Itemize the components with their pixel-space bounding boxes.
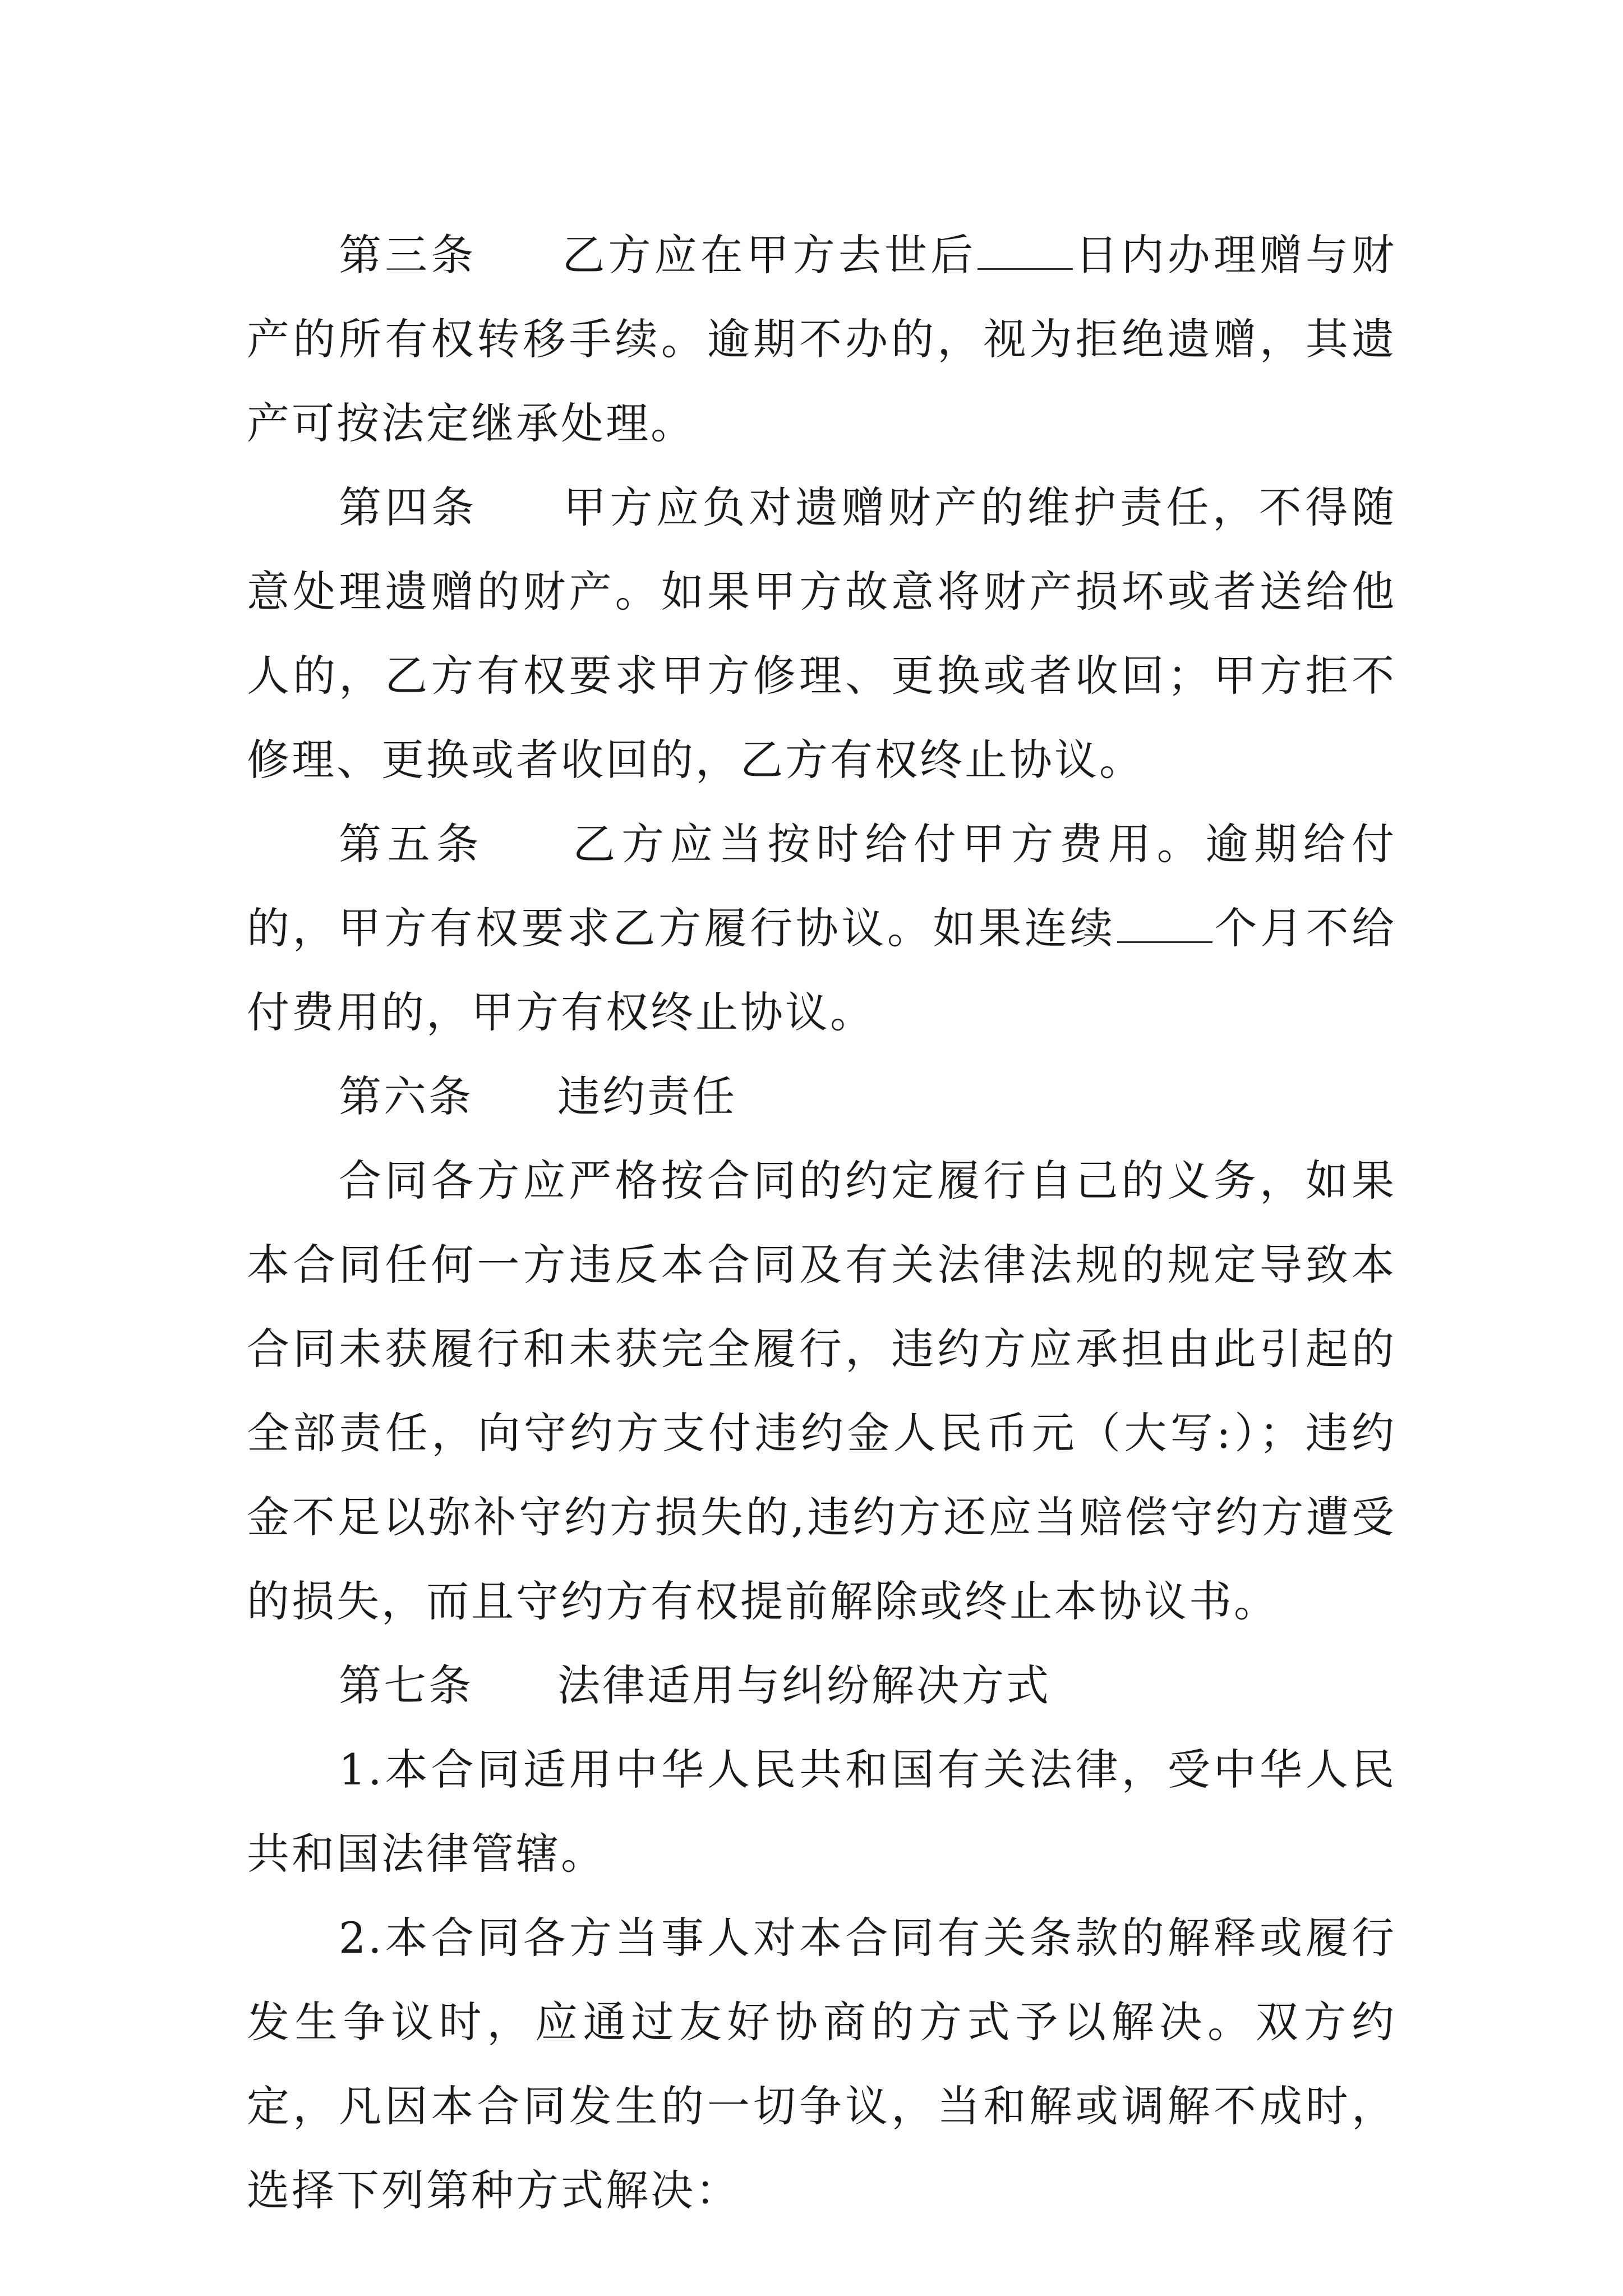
fill-in-blank-months [1117, 908, 1212, 943]
article-3-text-before: 乙方应在甲方去世后 [561, 230, 977, 280]
article-6-heading [247, 1055, 1396, 1139]
article-3-label: 第三条 [339, 230, 477, 280]
article-7-heading [247, 1644, 1396, 1728]
article-7-item-2: 2.本合同各方当事人对本合同有关条款的解释或履行发生争议时，应通过友好协商的方式予以解决。双方约定，凡因本合同发生的一切争议，当和解或调解不成时，选择下列第种方式解决： [247, 1913, 1396, 2215]
article-7-label: 第七条 [339, 1660, 473, 1710]
article-7-item-1: 1.本合同适用中华人民共和国有关法律，受中华人民共和国法律管辖。 [247, 1745, 1396, 1879]
article-6-label: 第六条 [339, 1071, 473, 1121]
article-5 [247, 802, 1396, 1055]
article-7-title: 法律适用与纠纷解决方式 [557, 1660, 1051, 1710]
article-3-text-after: 日内办理赠与财产的所有权转移手续。逾期不办的，视为拒绝遗赠，其遗产可按法定继承处理。 [247, 230, 1397, 448]
article-4 [247, 466, 1396, 802]
article-4-label: 第四条 [339, 482, 478, 532]
document-page [247, 213, 1397, 2215]
article-5-text-before: 乙方应当按时给付甲方费用。逾期给付的，甲方有权要求乙方履行协议。如果连续 [247, 819, 1397, 953]
article-6-title: 违约责任 [557, 1071, 737, 1121]
article-5-text-after: 个月不给付费用的，甲方有权终止协议。 [247, 903, 1397, 1037]
fill-in-blank-days [978, 234, 1073, 270]
article-6-body: 合同各方应严格按合同的约定履行自己的义务，如果本合同任何一方违反本合同及有关法律法规的规定导致本合同未获履行和未获完全履行，违约方应承担由此引起的全部责任，向守约方支付违约金人民币元（大写:）；违约金不足以弥补守约方损失的,违约方还应当赔偿守约方遭受的损失，而且守约方有权提前解除或终止本协议书。 [247, 1156, 1396, 1626]
article-4-text: 甲方应负对遗赠财产的维护责任，不得随意处理遗赠的财产。如果甲方故意将财产损坏或者送给他人的，乙方有权要求甲方修理、更换或者收回；甲方拒不修理、更换或者收回的，乙方有权终止协议。 [247, 482, 1396, 785]
article-5-label: 第五条 [339, 819, 485, 869]
article-3 [247, 213, 1396, 466]
